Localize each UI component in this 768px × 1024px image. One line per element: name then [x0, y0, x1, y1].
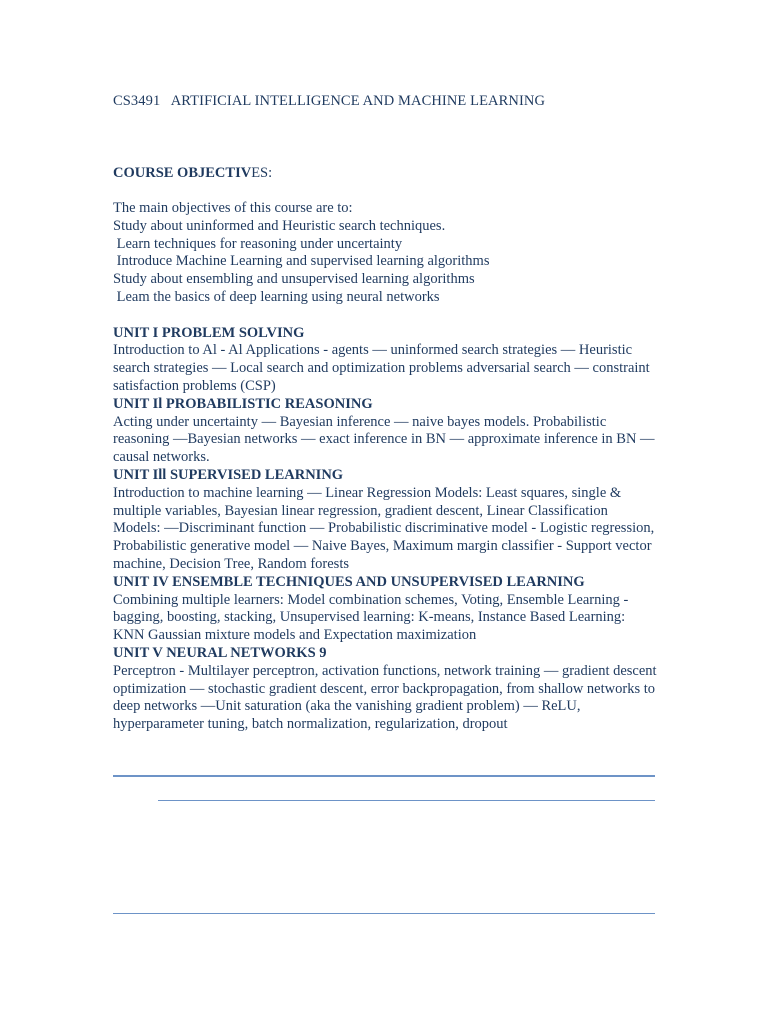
unit-heading: UNIT Ill SUPERVISED LEARNING: [113, 466, 344, 483]
unit-heading: UNIT V NEURAL NETWORKS 9: [113, 644, 327, 661]
objectives-heading-rest: ES:: [251, 165, 273, 181]
unit-heading: UNIT Il PROBABILISTIC REASONING: [113, 395, 373, 412]
horizontal-rule: [158, 800, 655, 801]
horizontal-rule: [113, 913, 655, 914]
objective-item: Study about ensembling and unsupervised learning algorithms: [113, 271, 475, 288]
objectives-heading-bold: COURSE OBJECTIV: [113, 165, 252, 181]
objective-item: Leam the basics of deep learning using neural networks: [113, 288, 440, 305]
unit-text: Acting under uncertainty — Bayesian inference — naive bayes models. Probabilistic reasoning —Bayesian networks — exact inference in BN — approximate inference in BN — causal networks.: [113, 413, 655, 466]
unit-text: Introduction to machine learning — Linear Regression Models: Least squares, single & multiple variables, Bayesian linear regression, gradient descent, Linear Classification Models: —Discriminant function — Probabilistic discriminative model - Logistic regression, Probabilistic generative model — Naive Bayes, Maximum margin classifier - Support vector machine, Decision Tree, Random forests: [113, 484, 655, 572]
unit-text: Perceptron - Multilayer perceptron, activation functions, network training — gradient descent optimization — stochastic gradient descent, error backpropagation, from shallow networks to deep networks —Unit saturation (aka the vanishing gradient problem) — ReLU, hyperparameter tuning, batch normalization, regularization, dropout: [113, 662, 657, 733]
spacer: [113, 307, 658, 325]
course-title: CS3491 ARTIFICIAL INTELLIGENCE AND MACHINE LEARNING: [113, 93, 546, 109]
objectives-intro: The main objectives of this course are to:: [113, 200, 353, 216]
objective-item: Study about uninformed and Heuristic search techniques.: [113, 217, 446, 234]
objectives-heading: [113, 165, 272, 182]
unit-text: Combining multiple learners: Model combination schemes, Voting, Ensemble Learning -bagging, boosting, stacking, Unsupervised learning: K-means, Instance Based Learning: KNN Gaussian mixture models and Expectation maximization: [113, 591, 629, 644]
unit-heading: UNIT IV ENSEMBLE TECHNIQUES AND UNSUPERVISED LEARNING: [113, 573, 585, 590]
unit-text: Introduction to Al - Al Applications - agents — uninformed search strategies — Heuristic search strategies — Local search and optimization problems adversarial search — constraint satisfaction problems (CSP): [113, 342, 650, 394]
document-body: [113, 200, 658, 734]
unit-heading: UNIT I PROBLEM SOLVING: [113, 324, 305, 341]
objective-item: Introduce Machine Learning and supervised learning algorithms: [113, 253, 490, 270]
horizontal-rule: [113, 775, 655, 777]
objective-item: Learn techniques for reasoning under uncertainty: [113, 235, 403, 252]
